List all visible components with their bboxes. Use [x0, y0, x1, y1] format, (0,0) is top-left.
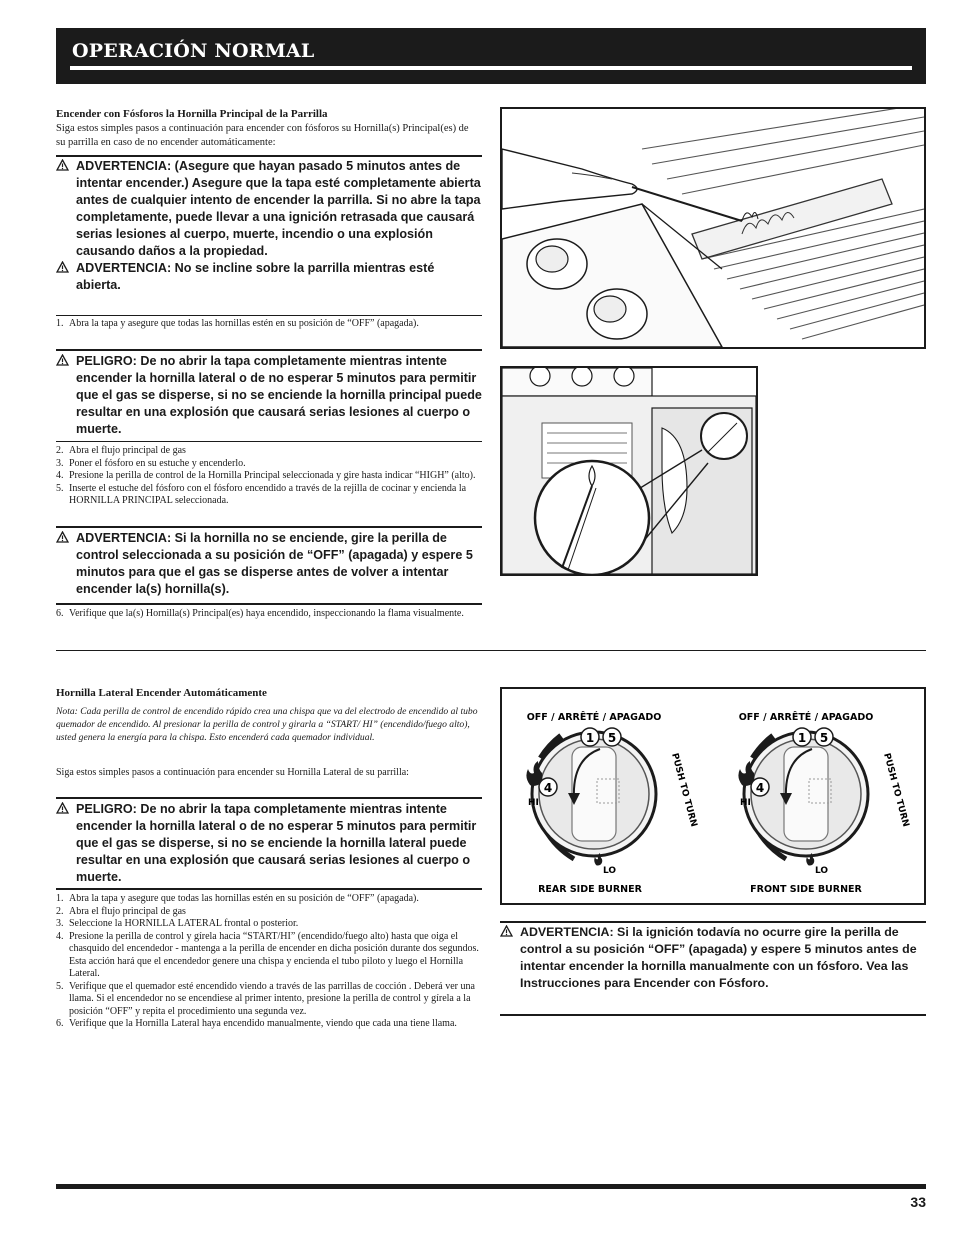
dial-number-4: 4 [755, 781, 765, 795]
list-item: 1. Abra la tapa y asegure que todas las hornillas estén en su posición de “OFF” (apagada). [56, 318, 419, 329]
divider [500, 921, 926, 923]
side-burner-match-illustration [500, 366, 758, 576]
note-text: Nota: Cada perilla de control de encendido rápido crea una chispa que va del electrodo de encendido al tubo quemador de encendido. Al presionar la perilla de control y girarla a “START/ HI” (encendido/fuego alto), usted genera la energía para la chispa. Esto encenderá cada quemador individual. [56, 706, 478, 743]
header-rule [70, 66, 912, 70]
section-divider [56, 650, 926, 651]
warning-text: ADVERTENCIA: Si la hornilla no se enciende, gire la perilla de control seleccionada a su posición de “OFF” (apagada) y espere 5 minutos para que el gas se disperse antes de volver a intentar encender la(s) hornilla(s). [76, 531, 473, 596]
divider [56, 888, 482, 890]
dial-hi-label: HI [528, 798, 539, 808]
warning-triangle-icon [56, 801, 76, 818]
page-title: OPERACIÓN NORMAL [72, 40, 315, 62]
dial-burner-name: REAR SIDE BURNER [538, 884, 642, 895]
list-item: 5. Inserte el estuche del fósforo con el fósforo encendido a través de la rejilla de cocinar y encienda la HORNILLA PRINCIPAL seleccionada. [56, 482, 467, 506]
divider [500, 1014, 926, 1016]
divider [56, 349, 482, 351]
step-list [56, 445, 476, 508]
warning-triangle-icon [56, 260, 76, 277]
dial-push-to-turn-label: PUSH TO TURN [669, 752, 699, 829]
step-list [56, 608, 482, 621]
dial-number-5: 5 [607, 731, 617, 745]
dial-push-to-turn-label: PUSH TO TURN [881, 752, 911, 829]
warning-text: ADVERTENCIA: Si la ignición todavía no ocurre gire la perilla de control a su posición “OFF” (apagada) y espere 5 minutos antes de intentar encender la hornilla manualmente con un fósforo. Vea las Instrucciones para Encender con Fósforo. [520, 925, 917, 990]
danger-text: PELIGRO: De no abrir la tapa completamente mientras intente encender la hornilla lateral o de no esperar 5 minutos para permitir que el gas se disperse, si no se enciende la hornilla lateral puede resultar en una explosión que causará serias lesiones al cuerpo o muerte. [76, 802, 477, 884]
warning-text-do-not-lean: ADVERTENCIA: No se incline sobre la parrilla mientras esté abierta. [76, 261, 435, 292]
divider [56, 315, 482, 316]
dial-number-1: 1 [585, 731, 595, 745]
warning-triangle-icon [500, 924, 520, 941]
warning-triangle-icon [56, 158, 76, 175]
danger-text: PELIGRO: De no abrir la tapa completamente mientras intente encender la hornilla lateral o de no esperar 5 minutos para permitir que el gas se disperse, si no se enciende la hornilla principal puede resultar en una explosión que causará serias lesiones al cuerpo o muerte. [76, 354, 482, 436]
dial-off-label: OFF / ARRÊTÉ / APAGADO [738, 712, 874, 723]
list-item: 3. Poner el fósforo en su estuche y encenderlo. [56, 457, 246, 469]
step-list [56, 318, 476, 331]
warning-block-manual-lighting [500, 924, 926, 992]
divider [56, 797, 482, 799]
dial-number-4: 4 [543, 781, 553, 795]
list-item: 1. Abra la tapa y asegure que todas las hornillas estén en su posición de “OFF” (apagada). [56, 893, 419, 904]
dial-off-label: OFF / ARRÊTÉ / APAGADO [526, 712, 662, 723]
section-title-match-lighting: Encender con Fósforos la Hornilla Principal de la Parrilla [56, 108, 328, 120]
list-item: 4. Presione la perilla de control de la Hornilla Principal seleccionada y gire hasta indicar “HIGH” (alto). [56, 470, 476, 481]
warning-block-no-ignition [56, 530, 482, 598]
warning-triangle-icon [56, 353, 76, 370]
dial-hi-label: HI [740, 798, 751, 808]
section-title-side-burner: Hornilla Lateral Encender Automáticamente [56, 687, 267, 699]
page-header [56, 28, 926, 84]
side-burner-dials-illustration [500, 687, 926, 905]
dial-number-1: 1 [797, 731, 807, 745]
grill-match-lighting-illustration [500, 107, 926, 349]
step-list [56, 893, 484, 1031]
list-item: 2. Abra el flujo principal de gas [56, 445, 186, 456]
dial-number-5: 5 [819, 731, 829, 745]
dial-lo-label: LO [603, 866, 617, 876]
danger-block-side-burner [56, 801, 482, 886]
list-item: 6. Verifique que la(s) Hornilla(s) Principal(es) haya encendido, inspeccionando la flama visualmente. [56, 608, 464, 619]
section-intro-side-burner: Siga estos simples pasos a continuación para encender su Hornilla Lateral de su parrilla: [56, 767, 409, 778]
list-item: 2. Abra el flujo principal de gas [56, 905, 186, 917]
divider [56, 155, 482, 157]
list-item: 5. Verifique que el quemador esté encendido viendo a través de las parrillas de cocción . Deberá ver una llama. Si el encendedor no se encendiese al primer intento, presione la perilla de control y gírela a la posición “OFF” y repita el procedimiento una segunda vez. [56, 980, 475, 1017]
warning-block-lid [56, 158, 482, 294]
divider [56, 441, 482, 442]
dial-burner-name: FRONT SIDE BURNER [750, 884, 862, 895]
divider [56, 603, 482, 605]
warning-text-lid-open: ADVERTENCIA: (Asegure que hayan pasado 5 minutos antes de intentar encender.) Asegure que la tapa esté completamente abierta antes de cualquier intento de encender la parrilla. Si no abre la tapa completamente, puede llevar a una ignición retrasada que causará serias lesiones al cuerpo, muerte, incendio o una explosión causando daños a la propiedad. [76, 159, 481, 258]
list-item: 3. Seleccione la HORNILLA LATERAL frontal o posterior. [56, 918, 299, 929]
section-intro-match-lighting: Siga estos simples pasos a continuación para encender con fósforos su Hornilla(s) Principal(es) de su parrilla en caso de no encender automáticamente: [56, 123, 469, 148]
footer-rule [56, 1184, 926, 1189]
list-item: 4. Presione la perilla de control y gírela hacia “START/HI” (encendido/fuego alto) hasta que oiga el chasquido del encendedor - mantenga a la perilla de encender en dicha posición durante dos segundos. Esta acción hará que el encendedor genere una chispa y encienda el tubo piloto y luego el Hornilla Lateral. [56, 930, 479, 979]
warning-triangle-icon [56, 530, 76, 547]
danger-block-main-burner [56, 353, 482, 438]
dial-lo-label: LO [815, 866, 829, 876]
list-item: 6. Verifique que la Hornilla Lateral haya encendido manualmente, viendo que cada una tiene llama. [56, 1018, 457, 1029]
divider [56, 526, 482, 528]
page-number: 33 [910, 1194, 926, 1210]
